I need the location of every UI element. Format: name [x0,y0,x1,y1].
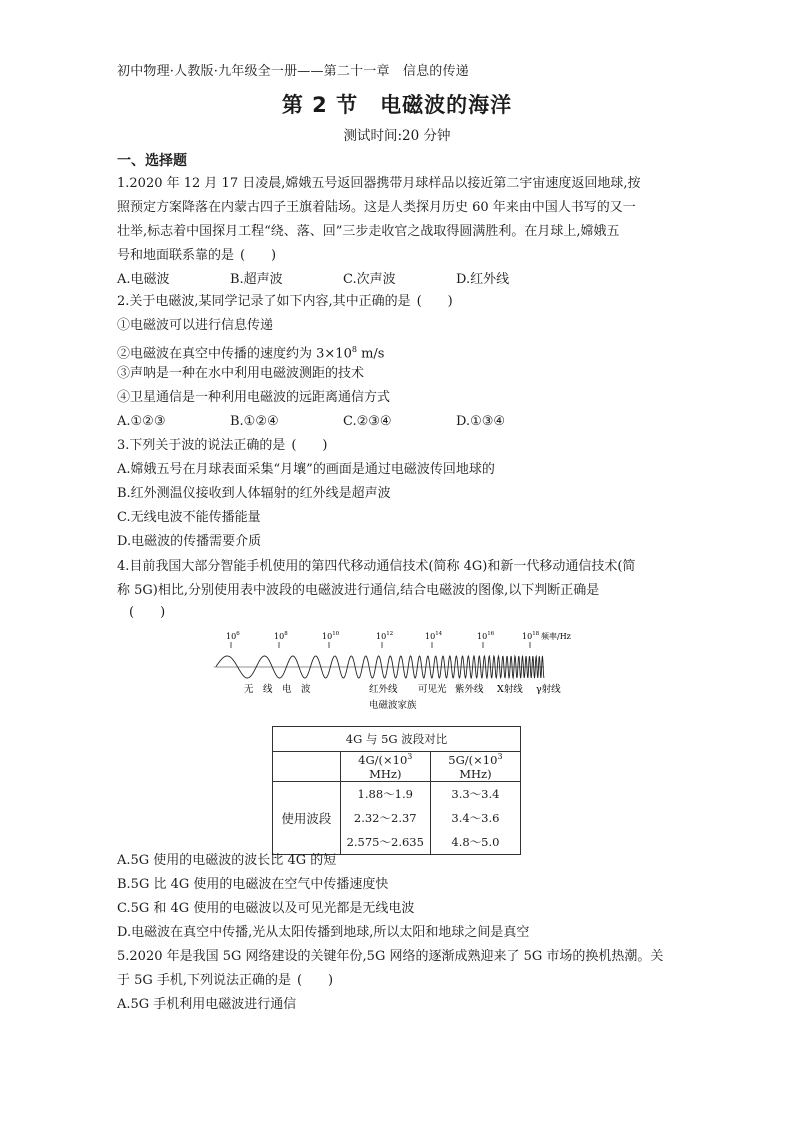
figure-caption: 电磁波家族 [369,700,417,711]
q1-option-a: A.电磁波 [117,272,170,287]
q2-option-a: A.①②③ [117,414,166,429]
q2-item-3: ③声呐是一种在水中利用电磁波测距的技术 [117,366,365,381]
em-spectrum-figure [214,626,594,712]
header-5g-text: 5G/(×10 [448,752,498,767]
q1-line: 壮举,标志着中国探月工程“绕、落、回”三步走收官之战取得圆满胜利。在月球上,嫦娥五 [117,224,620,239]
band-label-gamma: γ射线 [536,684,561,695]
q2-item-1: ①电磁波可以进行信息传递 [117,318,274,333]
q2-item-2-exp: 8 [351,345,357,354]
answer-paren: ( ) [291,438,328,453]
q1-options [117,268,677,292]
q5-line: 5.2020 年是我国 5G 网络建设的关键年份,5G 网络的逐渐成熟迎来了 5G 市场的换机热潮。关 [117,949,664,964]
q5-line [117,969,677,993]
row-label: 使用波段 [273,781,341,854]
q2-item-2-unit: m/s [356,346,385,362]
q5-option-a: A.5G 手机利用电磁波进行通信 [117,997,297,1012]
freq-label: $10^{14}$ [425,631,443,641]
freq-label: $10^6$ [226,631,240,641]
cell-4g-value: 1.88～1.9 [357,786,413,801]
table-header-4g [340,752,430,782]
q4-line: 4.目前我国大部分智能手机使用的第四代移动通信技术(简称 4G)和新一代移动通信技术(简 [117,559,636,574]
q1-option-b: B.超声波 [230,272,283,287]
freq-label: $10^{12}$ [376,631,394,641]
freq-label: $10^{16}$ [477,631,495,641]
band-comparison-table [272,726,521,855]
band-label-infrared: 红外线 [369,684,398,695]
q1-stem-end: 号和地面联系靠的是 [117,248,235,263]
table-corner [273,752,341,782]
q2-option-d: D.①③④ [456,414,506,429]
cell-4g-value: 2.32～2.37 [353,810,417,825]
cell-5g-value: 3.3～3.4 [451,786,500,801]
test-time: 测试时间:20 分钟 [343,128,451,144]
q2-options [117,410,677,434]
q2-option-c: C.②③④ [343,414,392,429]
course-header: 初中物理·人教版·九年级全一册——第二十一章 信息的传递 [117,64,469,79]
band-label-visible: 可见光 [418,684,447,695]
freq-unit: 频率/Hz [541,632,571,641]
q1-line: 1.2020 年 12 月 17 日凌晨,嫦娥五号返回器携带月球样品以接近第二宇宙速度返回地球,按 [117,176,641,191]
band-label-xray: X射线 [497,684,523,695]
freq-label: $10^{18}$ [522,631,540,641]
answer-paren: ( ) [239,248,277,263]
q1-option-d: D.红外线 [456,272,510,287]
q4-option-c: C.5G 和 4G 使用的电磁波以及可见光都是无线电波 [117,901,415,916]
q3-option-d: D.电磁波的传播需要介质 [117,534,262,549]
band-label-radio: 无 线 电 波 [244,684,311,695]
q2-item-2-text: ②电磁波在真空中传播的速度约为 3×10 [117,346,352,362]
q2-stem [117,290,677,314]
q3-stem [117,434,677,458]
q4-option-b: B.5G 比 4G 使用的电磁波在空气中传播速度快 [117,877,389,892]
q3-option-c: C.无线电波不能传播能量 [117,510,261,525]
q3-option-b: B.红外测温仪接收到人体辐射的红外线是超声波 [117,486,391,501]
cell-4g [340,781,430,854]
q4-option-d: D.电磁波在真空中传播,光从太阳传播到地球,所以太阳和地球之间是真空 [117,925,530,940]
q1-option-c: C.次声波 [343,272,396,287]
q1-line: 照预定方案降落在内蒙古四子王旗着陆场。这是人类探月历史 60 年来由中国人书写的又一 [117,200,636,215]
answer-paren: ( ) [416,294,453,309]
answer-paren: ( ) [296,973,334,988]
q2-stem-text: 2.关于电磁波,某同学记录了如下内容,其中正确的是 [117,294,411,309]
header-4g-exp: 3 [407,752,413,761]
q3-stem-text: 3.下列关于波的说法正确的是 [117,438,286,453]
cell-5g [430,781,520,854]
cell-5g-value: 3.4～3.6 [451,810,500,825]
header-5g-exp: 3 [497,752,503,761]
q3-option-a: A.嫦娥五号在月球表面采集“月壤”的画面是通过电磁波传回地球的 [117,462,495,477]
freq-label: $10^{10}$ [322,631,340,641]
q4-option-a: A.5G 使用的电磁波的波长比 4G 的短 [117,853,337,868]
cell-5g-value: 4.8～5.0 [451,834,500,849]
q2-option-b: B.①②④ [230,414,279,429]
q5-stem-end: 于 5G 手机,下列说法正确的是 [117,973,292,988]
header-4g-text: 4G/(×10 [358,752,408,767]
page-title: 第 2 节 电磁波的海洋 [281,93,513,117]
band-labels [244,683,561,711]
q4-line: 称 5G)相比,分别使用表中波段的电磁波进行通信,结合电磁波的图像,以下判断正确是 [117,583,600,598]
header-4g-unit: MHz) [369,766,402,781]
frequency-ticks [226,631,571,648]
q1-line [117,244,677,268]
band-label-ultraviolet: 紫外线 [455,684,484,695]
q2-item-4: ④卫星通信是一种利用电磁波的远距离通信方式 [117,390,391,405]
table-title: 4G 与 5G 波段对比 [273,727,521,752]
cell-4g-value: 2.575～2.635 [346,834,424,849]
freq-label: $10^8$ [274,631,288,641]
q4-answer-paren: ( ) [129,605,166,620]
table-header-5g [430,752,520,782]
header-5g-unit: MHz) [459,766,492,781]
section-title: 一、选择题 [117,153,187,169]
